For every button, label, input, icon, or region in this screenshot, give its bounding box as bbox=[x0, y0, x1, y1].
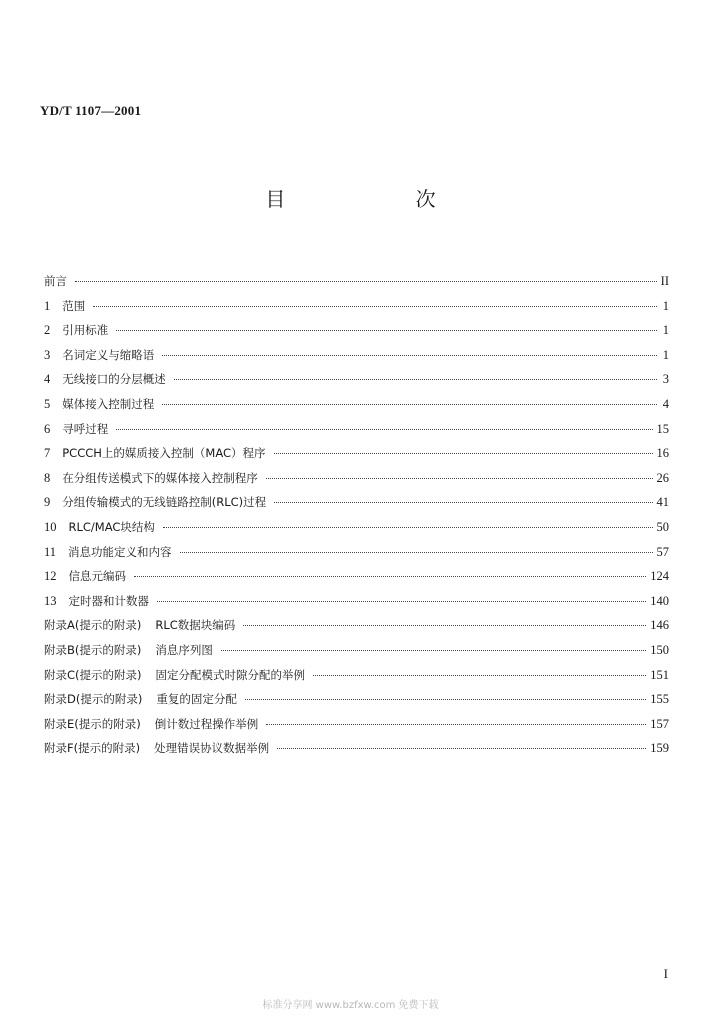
toc-entry bbox=[44, 691, 669, 716]
toc-entry-label bbox=[44, 371, 166, 387]
toc-leader-dots bbox=[93, 306, 657, 307]
toc-entry-label bbox=[44, 470, 258, 486]
toc-entry-number: 2 bbox=[44, 323, 51, 338]
toc-entry-number: 8 bbox=[44, 470, 51, 485]
toc-entry bbox=[44, 421, 669, 446]
toc-leader-dots bbox=[180, 552, 653, 553]
toc-leader-dots bbox=[277, 748, 646, 749]
toc-entry-label bbox=[44, 691, 237, 707]
toc-entry-number: 11 bbox=[44, 544, 57, 559]
toc-entry-label bbox=[44, 494, 266, 510]
toc-leader-dots bbox=[134, 576, 646, 577]
toc-entry-page: 1 bbox=[662, 347, 669, 362]
toc-entry-page: 1 bbox=[662, 323, 669, 338]
toc-entry-title: 消息功能定义和内容 bbox=[68, 544, 172, 559]
toc-entry-page: 151 bbox=[650, 667, 669, 682]
toc-entry-title: 无线接口的分层概述 bbox=[62, 372, 166, 387]
toc-entry-number: 13 bbox=[44, 593, 57, 608]
toc-leader-dots bbox=[116, 429, 652, 430]
toc-leader-dots bbox=[313, 675, 646, 676]
toc-entry bbox=[44, 273, 669, 298]
toc-entry bbox=[44, 593, 669, 618]
toc-entry-number: 附录D(提示的附录) bbox=[44, 692, 143, 707]
toc-entry-title: 引用标准 bbox=[62, 323, 109, 338]
toc-entry-number: 6 bbox=[44, 421, 51, 436]
toc-leader-dots bbox=[162, 404, 657, 405]
toc-leader-dots bbox=[266, 478, 653, 479]
toc-entry-label bbox=[44, 642, 213, 658]
toc-title: 目 次 bbox=[265, 187, 498, 211]
toc-entry-title: 处理错误协议数据举例 bbox=[154, 741, 270, 756]
toc-leader-dots bbox=[116, 330, 657, 331]
toc-entry-title: 定时器和计数器 bbox=[68, 593, 149, 608]
toc-entry-page: 124 bbox=[650, 569, 669, 584]
toc-entry-page: 159 bbox=[650, 741, 669, 756]
toc-entry-label bbox=[44, 568, 126, 584]
toc-entry-page: II bbox=[660, 274, 669, 288]
toc-entry bbox=[44, 494, 669, 519]
toc-entry-label bbox=[44, 347, 154, 363]
toc-entry-title: 消息序列图 bbox=[155, 642, 213, 657]
toc-entry bbox=[44, 519, 669, 544]
toc-entry-title: PCCCH上的媒质接入控制（MAC）程序 bbox=[62, 446, 266, 461]
toc-entry-title: 范围 bbox=[62, 298, 86, 313]
toc-entry-title: 倒计数过程操作举例 bbox=[154, 716, 259, 731]
document-code: YD/T 1107—2001 bbox=[40, 103, 142, 118]
toc-entry-number: 3 bbox=[44, 347, 51, 362]
toc-leader-dots bbox=[75, 281, 657, 282]
toc-entry-label bbox=[44, 667, 305, 683]
toc-entry-title: 在分组传送模式下的媒体接入控制程序 bbox=[62, 470, 258, 485]
toc-entry-page: 140 bbox=[650, 593, 669, 608]
toc-entry-label bbox=[44, 519, 155, 535]
toc-entry-number: 12 bbox=[44, 569, 57, 584]
toc-entry bbox=[44, 445, 669, 470]
toc-entry-number: 9 bbox=[44, 495, 51, 510]
toc-entry-label bbox=[44, 396, 154, 412]
toc-entry-title: 重复的固定分配 bbox=[156, 692, 237, 707]
table-of-contents bbox=[44, 273, 669, 765]
toc-entry-label bbox=[44, 298, 85, 314]
page-number: I bbox=[663, 966, 668, 981]
toc-leader-dots bbox=[174, 379, 657, 380]
toc-entry-page: 41 bbox=[656, 495, 669, 510]
toc-entry-number: 附录C(提示的附录) bbox=[44, 667, 142, 682]
toc-entry-title: 前言 bbox=[44, 274, 67, 288]
toc-entry-title: 媒体接入控制过程 bbox=[62, 396, 155, 411]
toc-entry bbox=[44, 740, 669, 765]
toc-entry-label bbox=[44, 322, 108, 338]
toc-entry-page: 3 bbox=[662, 372, 669, 387]
toc-entry-label bbox=[44, 273, 67, 289]
toc-entry-number: 10 bbox=[44, 519, 57, 534]
toc-entry-title: 寻呼过程 bbox=[62, 421, 109, 436]
toc-entry-title: RLC数据块编码 bbox=[155, 618, 236, 633]
toc-entry-page: 150 bbox=[650, 642, 669, 657]
toc-entry-title: 分组传输模式的无线链路控制(RLC)过程 bbox=[62, 495, 267, 510]
toc-leader-dots bbox=[221, 650, 646, 651]
toc-entry-title: RLC/MAC块结构 bbox=[68, 519, 155, 534]
toc-entry bbox=[44, 642, 669, 667]
toc-entry bbox=[44, 396, 669, 421]
toc-entry bbox=[44, 716, 669, 741]
toc-entry-title: 名词定义与缩略语 bbox=[62, 347, 155, 362]
toc-entry-page: 157 bbox=[650, 716, 669, 731]
toc-entry-label bbox=[44, 716, 258, 732]
toc-leader-dots bbox=[163, 527, 653, 528]
toc-entry-label bbox=[44, 421, 108, 437]
toc-entry-label bbox=[44, 445, 266, 461]
toc-leader-dots bbox=[274, 453, 653, 454]
toc-entry bbox=[44, 322, 669, 347]
toc-leader-dots bbox=[274, 502, 652, 503]
toc-entry-title: 固定分配模式时隙分配的举例 bbox=[155, 667, 306, 682]
toc-leader-dots bbox=[157, 601, 646, 602]
toc-entry bbox=[44, 371, 669, 396]
toc-entry bbox=[44, 617, 669, 642]
toc-leader-dots bbox=[162, 355, 657, 356]
watermark: 标准分享网 www.bzfxw.com 免费下载 bbox=[262, 1000, 439, 1011]
toc-leader-dots bbox=[243, 625, 646, 626]
toc-entry-number: 附录B(提示的附录) bbox=[44, 642, 142, 657]
toc-entry-title: 信息元编码 bbox=[68, 569, 126, 584]
toc-entry bbox=[44, 568, 669, 593]
toc-entry-label bbox=[44, 593, 149, 609]
toc-entry-number: 附录E(提示的附录) bbox=[44, 716, 141, 731]
toc-entry-number: 附录F(提示的附录) bbox=[44, 741, 141, 756]
toc-entry-number: 附录A(提示的附录) bbox=[44, 618, 142, 633]
toc-entry-label bbox=[44, 544, 172, 560]
toc-entry bbox=[44, 667, 669, 692]
toc-entry-number: 7 bbox=[44, 446, 51, 461]
toc-entry-page: 155 bbox=[650, 692, 669, 707]
toc-entry-label bbox=[44, 617, 235, 633]
toc-entry-page: 16 bbox=[656, 446, 669, 461]
toc-entry bbox=[44, 470, 669, 495]
toc-entry-number: 5 bbox=[44, 396, 51, 411]
toc-entry bbox=[44, 544, 669, 569]
toc-entry-page: 50 bbox=[656, 519, 669, 534]
toc-entry-page: 4 bbox=[662, 396, 669, 411]
toc-entry-page: 1 bbox=[662, 298, 669, 313]
toc-entry-page: 26 bbox=[656, 470, 669, 485]
toc-entry-number: 4 bbox=[44, 372, 51, 387]
toc-entry-page: 15 bbox=[656, 421, 669, 436]
toc-entry-number: 1 bbox=[44, 298, 51, 313]
toc-entry bbox=[44, 347, 669, 372]
toc-entry-label bbox=[44, 740, 269, 756]
toc-entry bbox=[44, 298, 669, 323]
toc-entry-page: 57 bbox=[656, 544, 669, 559]
toc-entry-page: 146 bbox=[650, 618, 669, 633]
toc-leader-dots bbox=[245, 699, 646, 700]
toc-leader-dots bbox=[266, 724, 646, 725]
